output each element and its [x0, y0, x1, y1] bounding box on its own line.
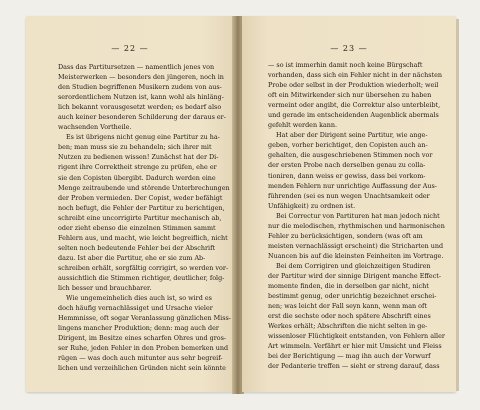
text-line: menden Fehlern nur unrichtige Auffassung der Aus-: [268, 181, 437, 190]
text-line: der Pedanterie treffen — sieht er streng darauf, dass: [268, 362, 440, 371]
text-line: rügen — was doch auch mitunter aus sehr begreif-: [58, 354, 223, 363]
text-line: oft ein Mitwirkender sich nur übersehen zu haben: [268, 91, 432, 100]
text-line: Wie ungemeinhelich dies auch ist, so wird es: [66, 294, 212, 303]
text-line: ben; man muss sie zu behandeln; sich ihrer mit: [58, 143, 212, 152]
text-line: und gerade im entscheidenden Augenblick abermals: [268, 111, 439, 120]
text-line: Art wimmeln. Verfährt er hier mit Umsicht und Fleiss: [268, 342, 442, 351]
text-line: — so ist immerhin damit noch keine Bürgschaft: [268, 61, 423, 69]
right-page-text: [268, 60, 445, 371]
text-line: wissenloser Flüchtigkeit entstanden, von Fehlern aller: [268, 332, 445, 341]
text-line: meisten vernachlässigt erscheint) die Stricharten und: [268, 241, 444, 250]
text-line: bestimmt genug, oder unrichtig bezeichnet erschei-: [268, 292, 437, 301]
text-line: der Proben vermieden. Der Copist, weder befähigt: [58, 193, 223, 202]
text-line: geben, vorher berichtiget, den Copisten auch an-: [268, 141, 428, 150]
text-line: bei der Berichtigung — mag ihn auch der Vorwurf: [268, 352, 431, 361]
text-line: Es ist übrigens nicht genug eine Partitur zu ha-: [66, 133, 220, 142]
text-line: rigent ihre Correktheit strenge zu prüfen, ehe er: [58, 163, 217, 172]
left-page: [26, 16, 234, 392]
open-book: [26, 16, 458, 396]
text-line: selten noch bedeutende Fehler bei der Abschrift: [58, 243, 216, 252]
text-line: der Partitur wird der sinnige Dirigent manche Effect-: [268, 271, 442, 280]
text-line: lich bekannt vorausgesetzt werden; es bedarf also: [58, 103, 222, 112]
text-line: schreiben erhält, sorgfältig corrigirt, so werden vor-: [58, 263, 229, 272]
text-line: Menge zeitraubende und störende Unterbrechungen: [58, 183, 230, 192]
text-line: der ersten Probe nach derselben genau zu colla-: [268, 161, 426, 170]
text-line: ser Ruhe, jeden Fehler in den Proben bemerken und: [58, 344, 229, 353]
text-line: Fehlern aus, und macht, wie leicht begreiflich, nicht: [58, 233, 228, 242]
text-line: führenden (sei es nun wegen Unachtsamkeit oder: [268, 191, 430, 200]
text-line: lich besser und brauchbarer.: [58, 284, 152, 293]
text-line: Nutzen zu bedienen wissen! Zunächst hat der Di-: [58, 153, 219, 162]
text-line: Fehler zu berücksichtigen, sondern (was oft am: [268, 231, 423, 240]
text-line: Meisterwerken — besonders den jüngeren, noch in: [58, 73, 224, 82]
text-line: Unfähigkeit) zu ordnen ist.: [268, 201, 356, 210]
text-line: gehalten, die ausgeschriebenen Stimmen noch vor: [268, 151, 433, 160]
text-line: sie den Copisten übergibt. Dadurch werden eine: [58, 173, 216, 182]
text-line: auch keiner besonderen Schilderung der daraus er-: [58, 113, 226, 122]
text-line: Hat aber der Dirigent seine Partitur, wie ange-: [276, 131, 428, 140]
text-line: vorhanden, dass sich ein Fehler nicht in der nächsten: [268, 71, 442, 80]
text-line: Hemmnisse, oft sogar Veranlassung gänzlichen Miss-: [58, 314, 231, 323]
page-number-right: — 23 —: [330, 44, 368, 53]
text-line: oder zieht ebenso die einzelnen Stimmen sammt: [58, 223, 216, 232]
text-line: lichen und verzeihlichen Gründen nicht sein könnte: [58, 364, 226, 373]
text-line: gefehlt werden kann.: [268, 121, 338, 130]
text-line: Dirigent, im Besitze eines scharfen Ohres und gros-: [58, 334, 227, 343]
text-line: aussichtlich die Stimmen richtiger, deutlicher, folg-: [58, 273, 225, 282]
text-line: schreibt eine uncorrigirte Partitur mechanisch ab,: [58, 213, 222, 222]
text-line: lingens mancher Produktion; denn: mag auch der: [58, 324, 219, 333]
text-line: den Studien begriffenen Musikern zudem von aus-: [58, 83, 222, 92]
text-line: doch häufig vernachlässiget und Ursache vieler: [58, 304, 213, 313]
page-stack-edge: [456, 19, 459, 391]
text-line: momente finden, die in derselben gar nicht, nicht: [268, 282, 429, 291]
text-line: tioniren, dann weiss er gewiss, dass bei vorkom-: [268, 171, 426, 180]
page-number-left: — 22 —: [111, 44, 149, 53]
text-line: Nuancen bis auf die kleinsten Feinheiten im Vortrage.: [268, 251, 444, 260]
text-line: erst die sechste oder noch spätere Abschrift eines: [268, 312, 431, 321]
text-line: vermeint oder angibt, die Correktur also unterbleibt,: [268, 101, 441, 110]
left-page-text: [58, 62, 231, 373]
text-line: wachsenden Vortheile.: [58, 123, 132, 132]
text-line: dazu. Ist aber die Partitur, ehe er sie zum Ab-: [58, 253, 206, 262]
text-line: Dass das Partitursetzen — namentlich jenes von: [58, 63, 215, 71]
text-line: Bei dem Corrigiren und gleichzeitigen Studiren: [276, 261, 431, 270]
right-page: [242, 16, 456, 392]
text-line: Probe oder selbst in der Produktion wiederholt; weil: [268, 81, 439, 90]
text-line: Bei Correctur von Partituren hat man jedoch nicht: [276, 211, 440, 220]
text-line: Werkes erhält; Abschriften die nicht selten in ge-: [268, 322, 428, 331]
text-line: nur die melodischen, rhythmischen und harmonischen: [268, 221, 445, 230]
text-line: serordentlichem Nutzen ist, kann wohl als hinläng-: [58, 93, 224, 102]
text-line: nen; was leicht der Fall seyn kann, wenn man oft: [268, 302, 427, 311]
text-line: noch befugt, die Fehler der Partitur zu berichtigen,: [58, 203, 225, 212]
